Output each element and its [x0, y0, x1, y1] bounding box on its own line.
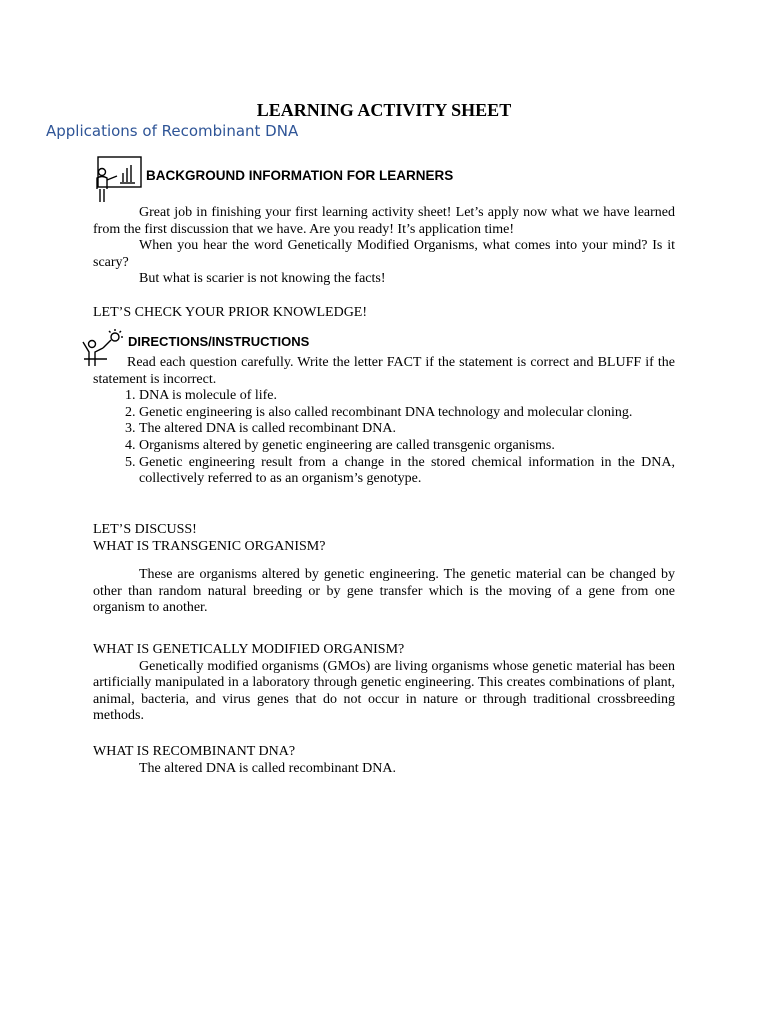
question-item: 5. Genetic engineering result from a change in the stored chemical information in the DNA, collectively referred to as an organism’s genotype.	[139, 455, 675, 488]
background-heading: BACKGROUND INFORMATION FOR LEARNERS	[146, 168, 454, 183]
question-item: 2. Genetic engineering is also called recombinant DNA technology and molecular cloning.	[139, 405, 675, 422]
background-section	[93, 205, 675, 288]
presenter-chart-icon	[93, 156, 143, 204]
gmo-section	[93, 642, 675, 725]
transgenic-heading: WHAT IS TRANSGENIC ORGANISM?	[93, 538, 326, 554]
page-title: LEARNING ACTIVITY SHEET	[256, 100, 512, 120]
prior-knowledge-heading: LET’S CHECK YOUR PRIOR KNOWLEDGE!	[93, 305, 368, 320]
question-item: 4. Organisms altered by genetic engineering are called transgenic organisms.	[139, 438, 675, 455]
discuss-section	[93, 522, 675, 555]
rdna-text: The altered DNA is called recombinant DNA.	[139, 760, 396, 776]
question-list	[93, 388, 675, 488]
gmo-text: Genetically modified organisms (GMOs) are living organisms whose genetic material has been artificially manipulated in a laboratory through genetic engineering. This creates combinations of plant, animal, bacteria, and virus genes that do not occur in nature or through traditional crossbreeding methods.	[93, 658, 675, 724]
question-item: 1. DNA is molecule of life.	[139, 388, 675, 405]
directions-section	[93, 355, 675, 488]
gmo-heading: WHAT IS GENETICALLY MODIFIED ORGANISM?	[93, 642, 405, 657]
background-paragraph: Great job in finishing your first learning activity sheet! Let’s apply now what we have learned from the first discussion that we have. Are you ready! It’s application time!	[93, 205, 675, 237]
directions-heading: DIRECTIONS/INSTRUCTIONS	[128, 334, 310, 349]
transgenic-text: These are organisms altered by genetic engineering. The genetic material can be changed by other than random natural breeding or by gene transfer which is the moving of a gene from one organism to another.	[93, 567, 675, 616]
transgenic-section	[93, 567, 675, 617]
rdna-heading: WHAT IS RECOMBINANT DNA?	[93, 744, 296, 759]
question-item: 3. The altered DNA is called recombinant DNA.	[139, 421, 675, 438]
discuss-heading: LET’S DISCUSS!	[93, 522, 197, 537]
prior-knowledge-heading-wrap	[93, 305, 675, 322]
background-paragraph: But what is scarier is not knowing the facts!	[139, 271, 386, 287]
background-paragraph: When you hear the word Genetically Modified Organisms, what comes into your mind? Is it scary?	[93, 238, 675, 270]
directions-text: Read each question carefully. Write the letter FACT if the statement is correct and BLUFF if the statement is incorrect.	[93, 355, 675, 387]
page-subtitle: Applications of Recombinant DNA	[46, 122, 299, 140]
rdna-section	[93, 744, 675, 777]
